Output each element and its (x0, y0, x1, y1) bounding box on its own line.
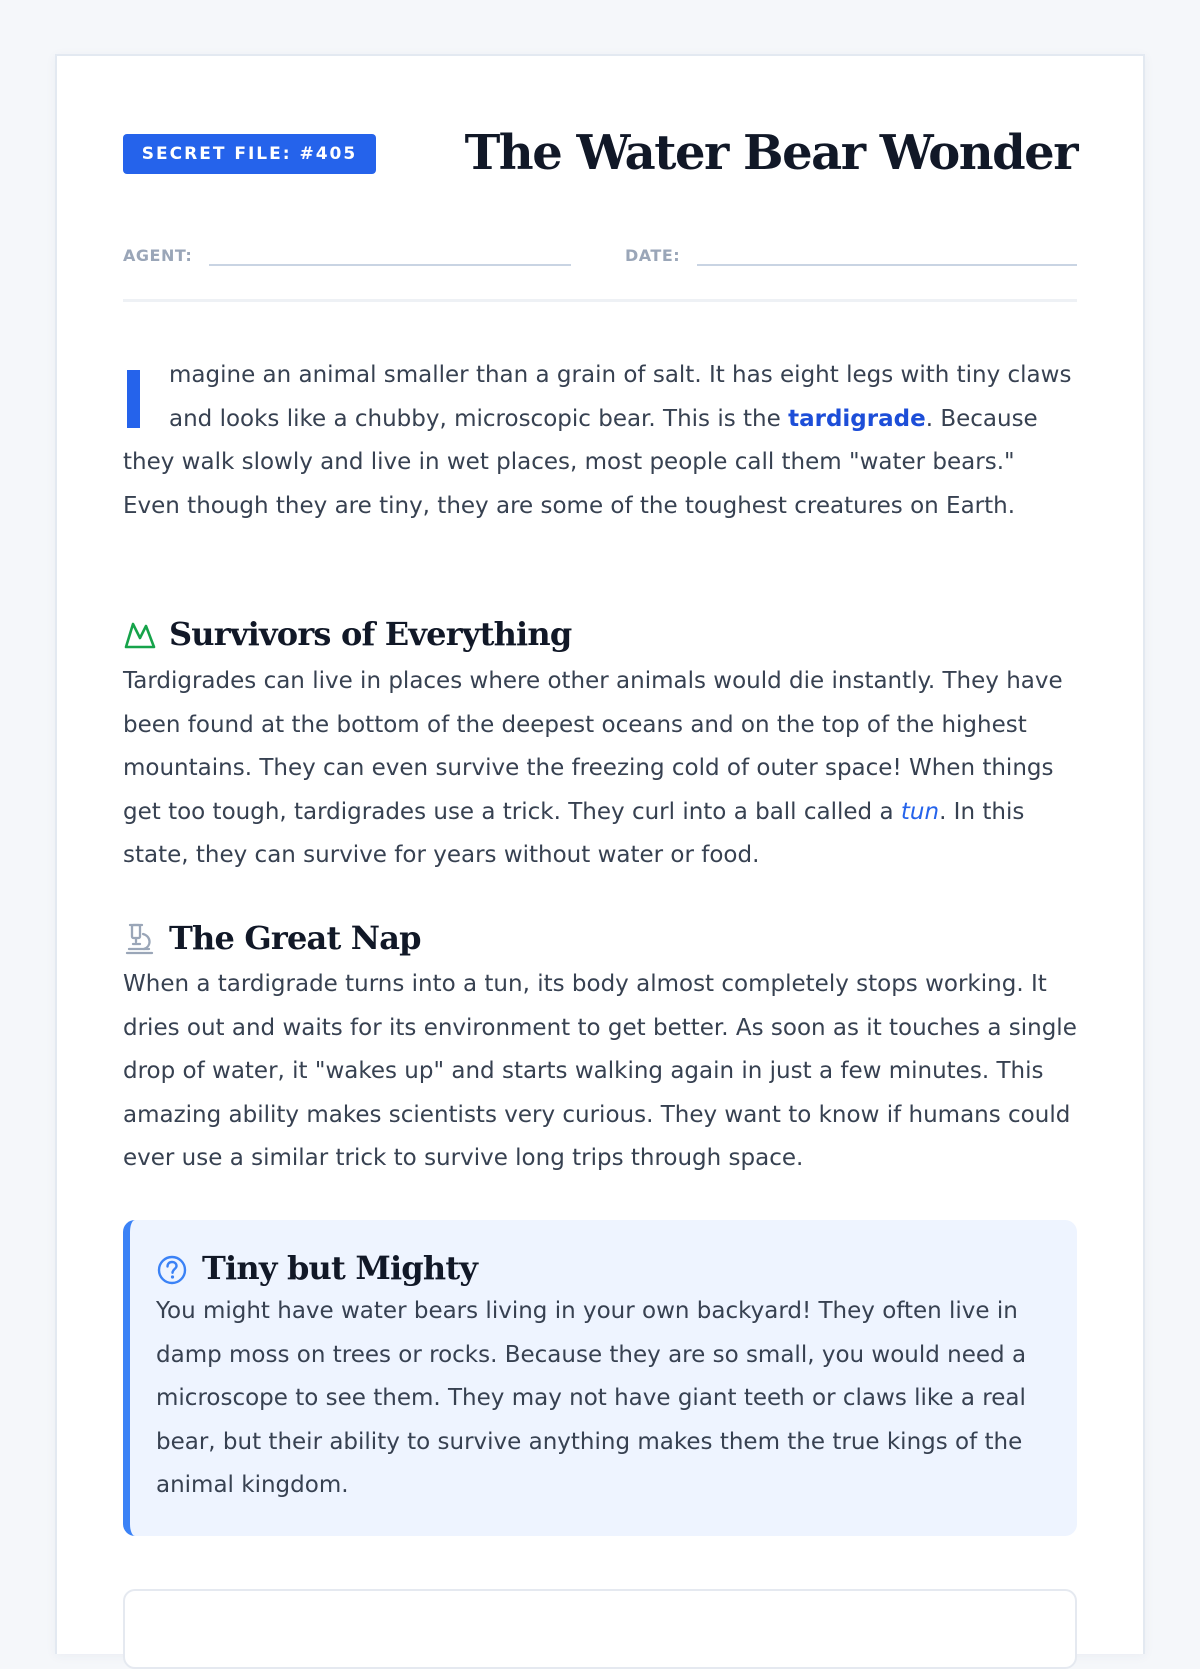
callout-title: Tiny but Mighty (202, 1249, 478, 1287)
mountain-icon (123, 618, 157, 652)
term-tardigrade: tardigrade (788, 405, 926, 432)
worksheet-page (55, 54, 1145, 1654)
intro-text-start: magine an animal smaller than a grain of salt. It has eight legs with tiny claws and looks like a chubby, microscopic bear. This is the (169, 362, 1072, 432)
intro-paragraph (123, 354, 1077, 528)
date-line[interactable] (697, 264, 1077, 266)
agent-name-line[interactable] (209, 264, 571, 266)
page-title: The Water Bear Wonder (464, 125, 1077, 181)
fun-fact-callout (123, 1220, 1077, 1536)
secret-file-badge: SECRET FILE: #405 (123, 134, 376, 174)
header-divider (123, 299, 1077, 302)
question-circle-icon (156, 1253, 190, 1287)
drop-cap (127, 370, 140, 428)
callout-text: You might have water bears living in your own backyard! They often live in damp moss on trees or rocks. Because they are so small, you would need a microscope to see them. They may not have giant teeth or claws like a real bear, but their ability to survive anything makes them the true kings of the animal kingdom. (156, 1298, 1027, 1498)
section-heading-great-nap (123, 916, 1077, 960)
microscope-icon (123, 922, 157, 956)
section-title: Survivors of Everything (169, 615, 572, 653)
section-heading-survivors (123, 612, 1077, 656)
section-text-end: . In this state, they can survive for years without water or food. (123, 798, 1025, 868)
intro-text-end: . Because they walk slowly and live in wet places, most people call them "water bears." Even though they are tiny, they are some of the toughest creatures on Earth. (123, 405, 1038, 519)
section-title: The Great Nap (169, 919, 421, 957)
next-section-card (123, 1589, 1077, 1669)
term-tun: tun (900, 798, 940, 825)
section-text-start: Tardigrades can live in places where other animals would die instantly. They have been found at the bottom of the deepest oceans and on the top of the highest mountains. They can even survive the freezing cold of outer space! When things get too tough, tardigrades use a trick. They curl into a ball called a (123, 668, 1063, 825)
section-text-great-nap: When a tardigrade turns into a tun, its body almost completely stops working. It dries out and waits for its environment to get better. As soon as it touches a single drop of water, it "wakes up" and starts walking again in just a few minutes. This amazing ability makes scientists very curious. They want to know if humans could ever use a similar trick to survive long trips through space. (123, 971, 1077, 1171)
date-label: DATE: (625, 246, 681, 265)
section-text-survivors (123, 660, 1077, 878)
agent-label: AGENT: (123, 246, 193, 265)
